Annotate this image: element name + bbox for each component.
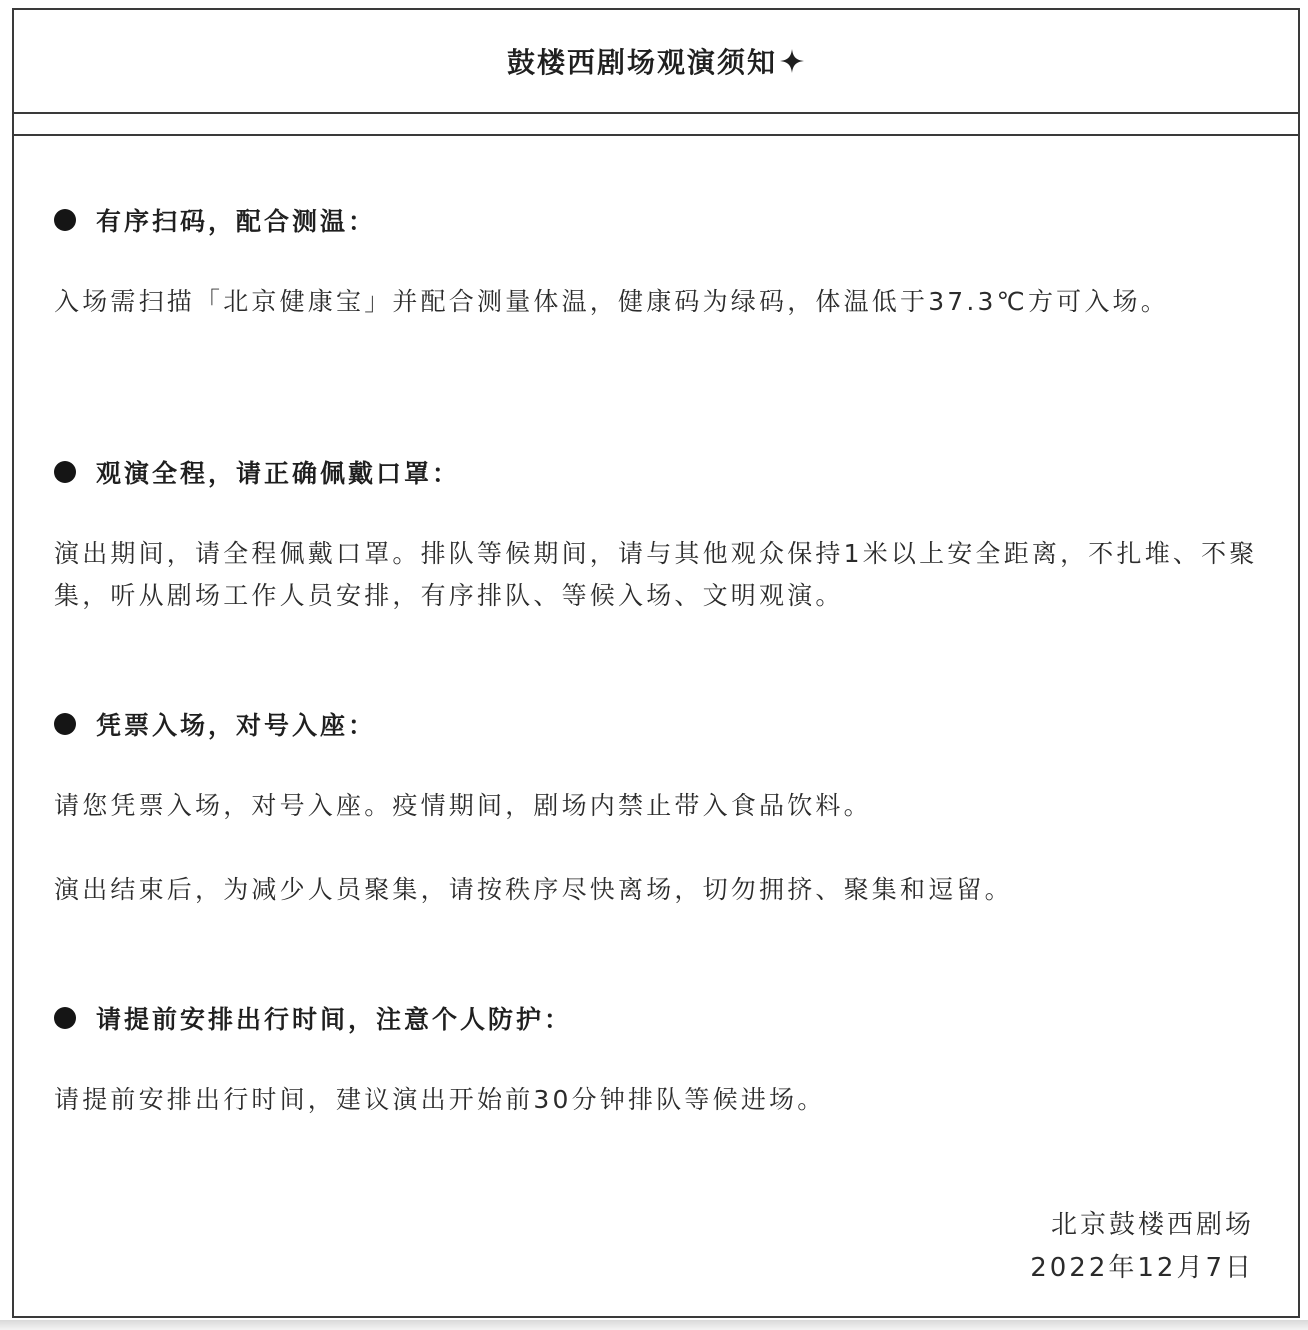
section-heading	[54, 202, 376, 238]
section-paragraph: 演出期间，请全程佩戴口罩。排队等候期间，请与其他观众保持1米以上安全距离，不扎堆、不聚集，听从剧场工作人员安排，有序排队、等候入场、文明观演。	[54, 539, 1258, 610]
bullet-icon	[54, 1007, 76, 1029]
section-heading	[54, 454, 460, 490]
title-text: 鼓楼西剧场观演须知	[506, 46, 777, 79]
bullet-icon	[54, 461, 76, 483]
section-heading-text: 请提前安排出行时间，注意个人防护：	[96, 1005, 573, 1034]
section-paragraph: 入场需扫描「北京健康宝」并配合测量体温，健康码为绿码，体温低于37.3℃方可入场。	[54, 287, 1169, 316]
footer-date: 2022年12月7日	[1030, 1253, 1254, 1283]
section-heading	[54, 1000, 572, 1036]
section-paragraph: 请您凭票入场，对号入座。疫情期间，剧场内禁止带入食品饮料。	[54, 791, 872, 820]
footer-organization: 北京鼓楼西剧场	[1050, 1210, 1254, 1240]
sparkle-icon	[779, 48, 805, 74]
section-heading-text: 有序扫码，配合测温：	[96, 207, 377, 236]
section-heading-text: 凭票入场，对号入座：	[96, 711, 377, 740]
notice-frame	[12, 8, 1300, 1318]
section-heading	[54, 706, 376, 742]
page-bottom-edge	[0, 1320, 1308, 1330]
double-rule-divider	[14, 134, 1298, 136]
page-title	[507, 41, 805, 81]
bullet-icon	[54, 713, 76, 735]
bullet-icon	[54, 209, 76, 231]
section-paragraph: 请提前安排出行时间，建议演出开始前30分钟排队等候进场。	[54, 1085, 826, 1114]
section-paragraph: 演出结束后，为减少人员聚集，请按秩序尽快离场，切勿拥挤、聚集和逗留。	[54, 875, 1013, 904]
section-heading-text: 观演全程，请正确佩戴口罩：	[96, 459, 461, 488]
notice-header	[14, 10, 1298, 114]
